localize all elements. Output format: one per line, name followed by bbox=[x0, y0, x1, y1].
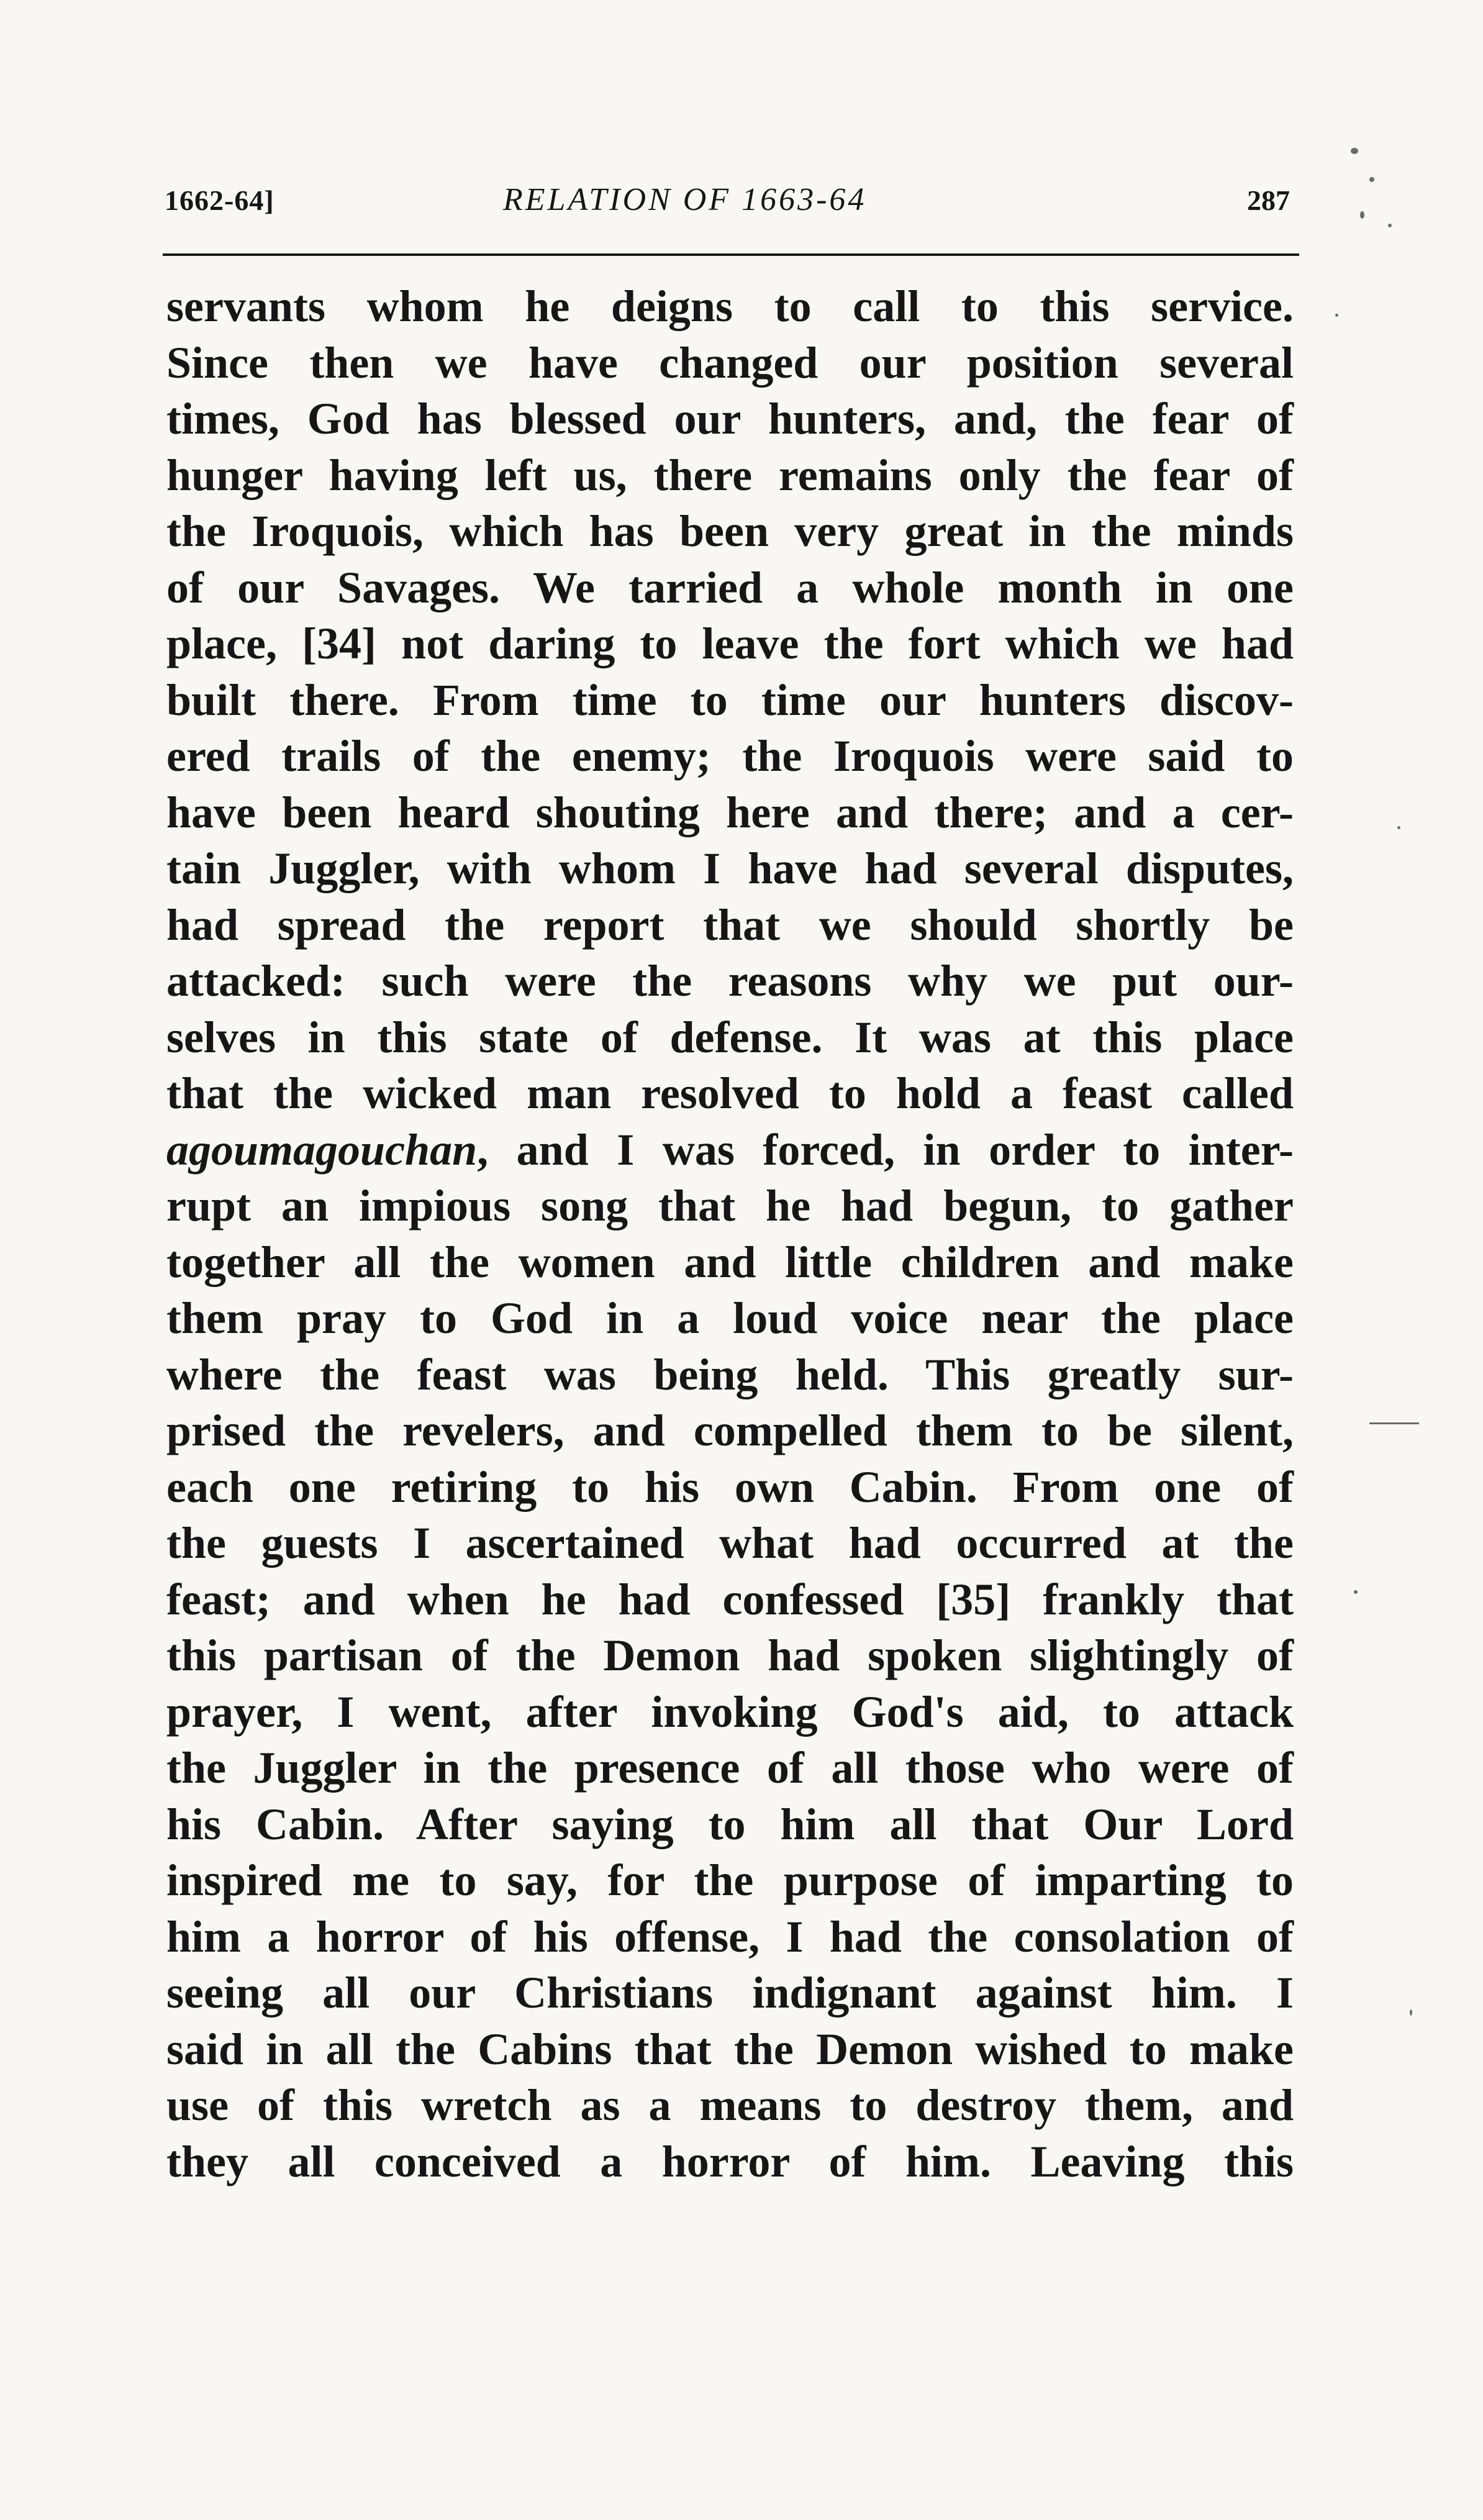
italic-term: agoumagouchan bbox=[166, 1124, 478, 1175]
text-line: have been heard shouting here and there; and a cer- bbox=[166, 787, 1294, 837]
text-line: ered trails of the enemy; the Iroquois were said to bbox=[166, 731, 1294, 781]
text-line: his Cabin. After saying to him all that Our Lord bbox=[166, 1799, 1294, 1849]
text-line: they all conceived a horror of him. Leaving this bbox=[166, 2136, 1294, 2186]
page-number: 287 bbox=[1247, 184, 1290, 216]
text-line: where the feast was being held. This greatly sur- bbox=[166, 1349, 1294, 1399]
text-line: seeing all our Christians indignant against him. I bbox=[166, 1968, 1294, 2017]
text-line: had spread the report that we should shortly be bbox=[166, 899, 1294, 950]
text-line: that the wicked man resolved to hold a feast called bbox=[166, 1068, 1294, 1118]
text-line: agoumagouchan, and I was forced, in order to inter- bbox=[166, 1124, 1294, 1175]
text-line: place, [34] not daring to leave the fort which we had bbox=[166, 619, 1294, 668]
text-line: tain Juggler, with whom I have had several disputes, bbox=[166, 844, 1294, 893]
text-line: built there. From time to time our hunters discov- bbox=[166, 675, 1294, 725]
text-line: prised the revelers, and compelled them to be silent, bbox=[166, 1406, 1294, 1455]
text-line: attacked: such were the reasons why we put our- bbox=[166, 956, 1294, 1006]
text-line: prayer, I went, after invoking God's aid, to attack bbox=[166, 1686, 1294, 1737]
text-line: servants whom he deigns to call to this service. bbox=[166, 281, 1294, 331]
text-line: together all the women and little children and make bbox=[166, 1237, 1294, 1287]
text-line: the Juggler in the presence of all those who were of bbox=[166, 1743, 1294, 1793]
text-line: selves in this state of defense. It was at this place bbox=[166, 1012, 1294, 1062]
text-line: inspired me to say, for the purpose of imparting to bbox=[166, 1855, 1294, 1905]
text-line: this partisan of the Demon had spoken slightingly of bbox=[166, 1631, 1294, 1680]
text-line: hunger having left us, there remains only the fear of bbox=[166, 450, 1294, 500]
running-head-date-range: 1662-64] bbox=[165, 184, 274, 216]
header-rule bbox=[163, 253, 1299, 256]
body-text bbox=[166, 278, 1294, 2190]
text-line: rupt an impious song that he had begun, to gather bbox=[166, 1181, 1294, 1230]
text-line: use of this wretch as a means to destroy them, and bbox=[166, 2080, 1294, 2130]
text-line: times, God has blessed our hunters, and, the fear of bbox=[166, 394, 1294, 444]
running-head bbox=[165, 184, 1295, 234]
text-line: them pray to God in a loud voice near the place bbox=[166, 1293, 1294, 1343]
text-line: Since then we have changed our position several bbox=[166, 337, 1294, 388]
text-line: the Iroquois, which has been very great in the minds bbox=[166, 506, 1294, 556]
running-head-title: RELATION OF 1663-64 bbox=[503, 182, 867, 217]
text-line: him a horror of his offense, I had the consolation of bbox=[166, 1911, 1294, 1962]
text-line: of our Savages. We tarried a whole month in one bbox=[166, 562, 1294, 612]
text-line: the guests I ascertained what had occurred at the bbox=[166, 1518, 1294, 1568]
text-line: feast; and when he had confessed [35] frankly that bbox=[166, 1574, 1294, 1624]
text-line: each one retiring to his own Cabin. From one of bbox=[166, 1462, 1294, 1512]
text-line: said in all the Cabins that the Demon wished to make bbox=[166, 2024, 1294, 2074]
